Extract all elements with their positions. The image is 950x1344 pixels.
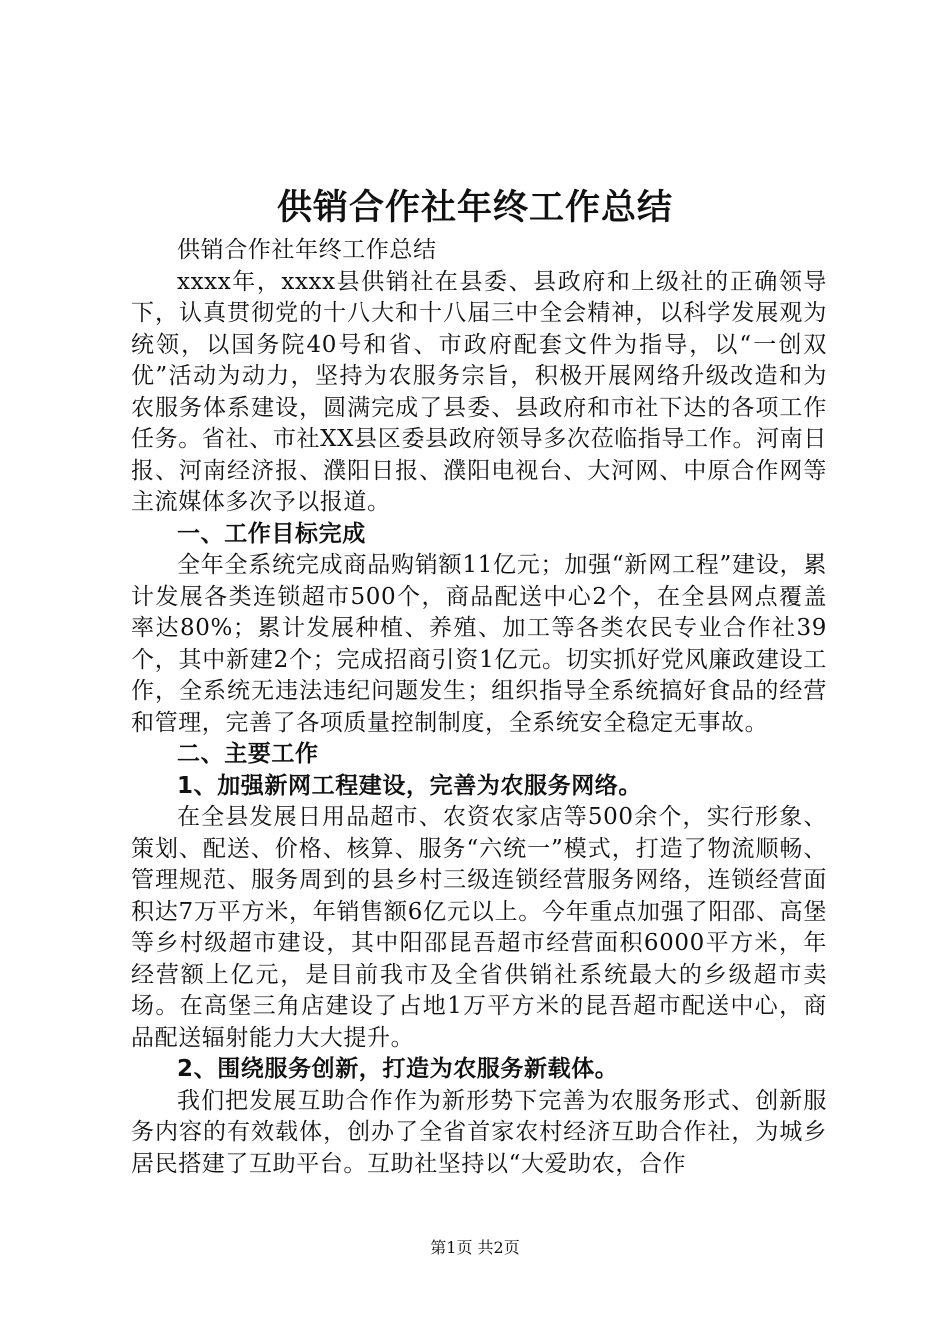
section-heading-main-work: 二、主要工作 xyxy=(177,741,319,767)
paragraph-goals: 全年全系统完成商品购销额11亿元；加强“新网工程”建设，累计发展各类连锁超市500个，商品配送中心2个，在全县网点覆盖率达80%；累计发展种植、养殖、加工等各类农民专业合作社39个，其中新建2个；完成招商引资1亿元。切实抓好党风廉政建设工作，全系统无违法违纪问题发生；组织指导全系统搞好食品的经营和管理，完善了各项质量控制制度，全系统安全稳定无事故。 xyxy=(131,552,827,736)
section-heading-goals: 一、工作目标完成 xyxy=(177,520,366,547)
page-footer: 第1页 共2页 xyxy=(430,1238,520,1257)
paragraph-subtitle: 供销合作社年终工作总结 xyxy=(177,237,437,263)
subsection-heading-innovation: 2、围绕服务创新，打造为农服务新载体。 xyxy=(177,1056,619,1082)
paragraph-intro: xxxx年，xxxx县供销社在县委、县政府和上级社的正确领导下，认真贯彻党的十八大和十八届三中全会精神，以科学发展观为统领，以国务院40号和省、市政府配套文件为指导，以“一创双优”活动为动力，坚持为农服务宗旨，积极开展网络升级改造和为农服务体系建设，圆满完成了县委、县政府和市社下达的各项工作任务。省社、市社XX县区委县政府领导多次莅临指导工作。河南日报、河南经济报、濮阳日报、濮阳电视台、大河网、中原合作网等主流媒体多次予以报道。 xyxy=(131,268,827,515)
page-title: 供销合作社年终工作总结 xyxy=(276,188,673,228)
paragraph-network: 在全县发展日用品超市、农资农家店等500余个，实行形象、策划、配送、价格、核算、服务“六统一”模式，打造了物流顺畅、管理规范、服务周到的县乡村三级连锁经营服务网络，连锁经营面积达7万平方米，年销售额6亿元以上。今年重点加强了阳邵、高堡等乡村级超市建设，其中阳邵昆吾超市经营面积6000平方米，年经营额上亿元，是目前我市及全省供销社系统最大的乡级超市卖场。在高堡三角店建设了占地1万平方米的昆吾超市配送中心，商品配送辐射能力大大提升。 xyxy=(131,804,827,1051)
paragraph-innovation: 我们把发展互助合作作为新形势下完善为农服务形式、创新服务内容的有效载体，创办了全省首家农村经济互助合作社，为城乡居民搭建了互助平台。互助社坚持以“大爱助农，合作 xyxy=(131,1087,827,1177)
subsection-heading-network: 1、加强新网工程建设，完善为农服务网络。 xyxy=(177,772,643,799)
document-body xyxy=(131,235,827,1180)
